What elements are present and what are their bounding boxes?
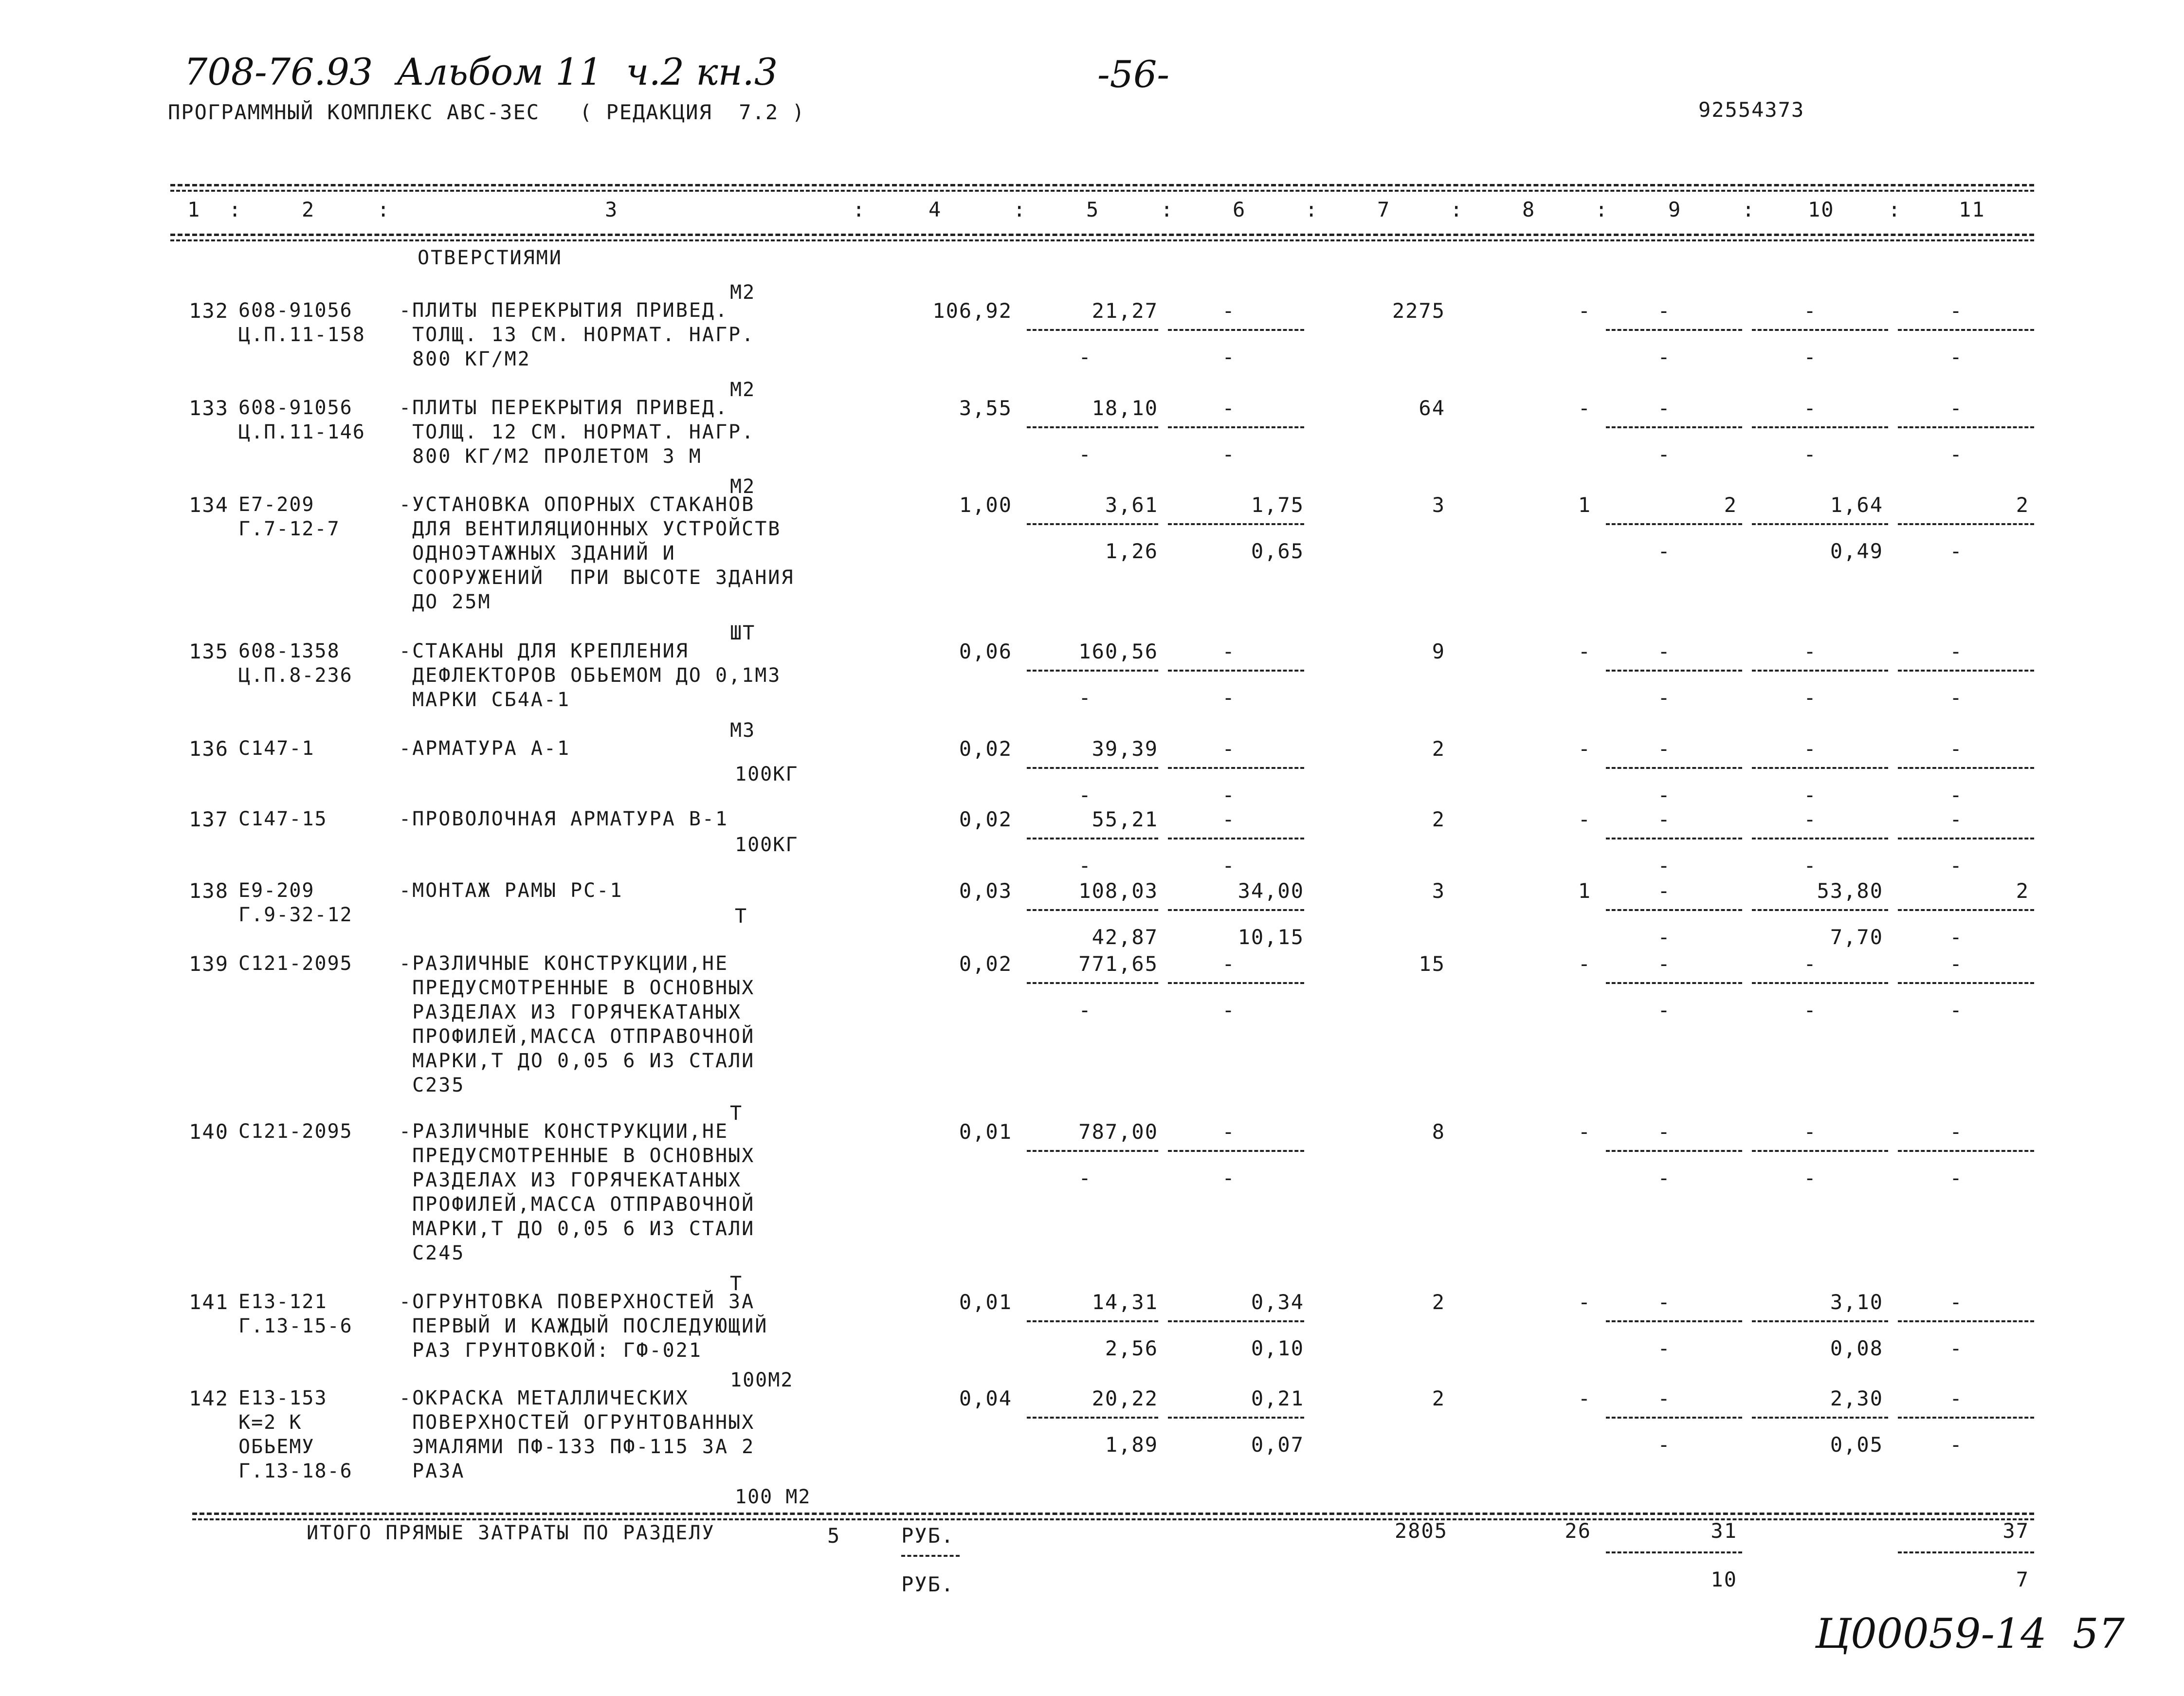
c6-value-top: - (1222, 299, 1236, 323)
c11-value-top: - (1949, 807, 1963, 831)
c6-split-rule (1168, 838, 1304, 839)
c11-value-bottom: - (1949, 854, 1963, 877)
c9-value-top: - (1657, 807, 1671, 831)
c6-split-rule (1168, 982, 1304, 984)
c10-split-rule (1752, 767, 1888, 769)
c11-value-bottom: - (1949, 925, 1963, 949)
totals-col9-top: 31 (1711, 1519, 1737, 1543)
c11-value-bottom: - (1949, 1336, 1963, 1360)
work-description: -СТАКАНЫ ДЛЯ КРЕПЛЕНИЯ ДЕФЛЕКТОРОВ ОБЬЕМОМ ДО 0,1М3 МАРКИ СБ4А-1 (399, 640, 782, 711)
col7-value: 2 (1432, 1386, 1445, 1410)
c5-value-top: 787,00 (1078, 1120, 1158, 1144)
c6-value-top: 34,00 (1238, 879, 1304, 903)
row-number: 132 (189, 299, 229, 323)
rate-code: Е13-153 К=2 К ОБЬЕМУ Г.13-18-6 (238, 1387, 353, 1482)
c11-split-rule (1898, 426, 2034, 428)
c10-value-bottom: - (1803, 686, 1817, 710)
work-description: -УСТАНОВКА ОПОРНЫХ СТАКАНОВ ДЛЯ ВЕНТИЛЯЦИОННЫХ УСТРОЙСТВ ОДНОЭТАЖНЫХ ЗДАНИЙ И СООРУЖЕНИЙ ПРИ ВЫСОТЕ ЗДАНИЯ ДО 25М (399, 493, 795, 613)
c9-value-top: - (1657, 396, 1671, 420)
row-number: 137 (189, 807, 229, 831)
carry-over-text: ОТВЕРСТИЯМИ (418, 247, 563, 269)
c5-split-rule (1027, 426, 1158, 428)
header-rule-bottom (170, 234, 2034, 236)
c6-value-top: 1,75 (1251, 493, 1304, 517)
work-description: -ОГРУНТОВКА ПОВЕРХНОСТЕЙ ЗА ПЕРВЫЙ И КАЖДЫЙ ПОСЛЕДУЮЩИЙ РАЗ ГРУНТОВКОЙ: ГФ-021 (399, 1291, 768, 1362)
c9-split-rule (1606, 329, 1742, 331)
c9-value-bottom: - (1657, 925, 1671, 949)
c6-value-bottom: 0,65 (1251, 539, 1304, 563)
c10-value-top: - (1803, 639, 1817, 663)
unit-of-measure-above: Т (730, 1102, 743, 1125)
c9-value-top: - (1657, 299, 1671, 323)
c6-split-rule (1168, 1320, 1304, 1322)
c10-value-top: - (1803, 952, 1817, 976)
row-number: 133 (189, 396, 229, 420)
work-description: -АРМАТУРА А-1 (399, 737, 571, 760)
c6-value-top: - (1222, 807, 1236, 831)
rate-code: Е9-209 Г.9-32-12 (238, 879, 353, 926)
c6-value-bottom: - (1222, 998, 1236, 1022)
work-description: -ПЛИТЫ ПЕРЕКРЫТИЯ ПРИВЕД. ТОЛЩ. 13 СМ. НОРМАТ. НАГР. 800 КГ/М2 (399, 299, 755, 370)
c10-split-rule (1752, 426, 1888, 428)
c5-split-rule (1027, 1150, 1158, 1152)
c11-value-bottom: - (1949, 1166, 1963, 1190)
row-number: 142 (189, 1386, 229, 1410)
c9-value-top: - (1657, 1120, 1671, 1144)
totals-unit-rub-1: РУБ. (901, 1524, 955, 1548)
work-description: -ПЛИТЫ ПЕРЕКРЫТИЯ ПРИВЕД. ТОЛЩ. 12 СМ. НОРМАТ. НАГР. 800 КГ/М2 ПРОЛЕТОМ 3 М (399, 397, 755, 468)
c11-value-top: - (1949, 639, 1963, 663)
totals-unit-rule (901, 1555, 960, 1557)
quantity-value: 0,04 (959, 1386, 1012, 1410)
unit-of-measure-above: М2 (730, 281, 756, 304)
c11-split-rule (1898, 1320, 2034, 1322)
col7-value: 2275 (1392, 299, 1445, 323)
c5-value-bottom: - (1078, 998, 1092, 1022)
c10-value-bottom: 0,08 (1830, 1336, 1883, 1360)
col8-value: - (1578, 807, 1591, 831)
c9-split-rule (1606, 838, 1742, 839)
totals-col11-rule (1898, 1551, 2034, 1553)
c6-value-bottom: 10,15 (1238, 925, 1304, 949)
rate-code: 608-1358 Ц.П.8-236 (238, 640, 353, 687)
work-description: -ПРОВОЛОЧНАЯ АРМАТУРА В-1 (399, 808, 729, 830)
c5-value-bottom: - (1078, 854, 1092, 877)
c11-value-bottom: - (1949, 783, 1963, 807)
c6-split-rule (1168, 670, 1304, 672)
c9-split-rule (1606, 523, 1742, 525)
handwritten-archive-stamp: Ц00059-14 57 (1815, 1610, 2125, 1658)
c5-value-top: 18,10 (1092, 396, 1158, 420)
c5-value-bottom: 42,87 (1092, 925, 1158, 949)
col7-value: 2 (1432, 807, 1445, 831)
col7-value: 2 (1432, 737, 1445, 761)
c10-value-bottom: - (1803, 345, 1817, 369)
unit-of-measure: 100 М2 (735, 1486, 811, 1508)
c10-split-rule (1752, 982, 1888, 984)
c10-value-bottom: 7,70 (1830, 925, 1883, 949)
col-sep: : (377, 198, 391, 221)
rate-code: С121-2095 (238, 1120, 353, 1143)
c9-value-bottom: - (1657, 442, 1671, 466)
c9-value-bottom: - (1657, 1166, 1671, 1190)
c6-split-rule (1168, 426, 1304, 428)
c6-value-top: - (1222, 737, 1236, 761)
c6-value-top: 0,21 (1251, 1386, 1304, 1410)
totals-col7: 2805 (1394, 1519, 1448, 1543)
c5-value-top: 3,61 (1105, 493, 1158, 517)
col-header-4: 4 (928, 198, 942, 221)
c11-value-top: - (1949, 299, 1963, 323)
c6-split-rule (1168, 767, 1304, 769)
unit-of-measure-above: ШТ (730, 622, 756, 644)
c5-value-top: 160,56 (1078, 639, 1158, 663)
c5-value-bottom: - (1078, 783, 1092, 807)
col-sep: : (1595, 198, 1609, 221)
quantity-value: 0,02 (959, 737, 1012, 761)
c11-value-top: - (1949, 737, 1963, 761)
c5-split-rule (1027, 909, 1158, 911)
rate-code: Е7-209 Г.7-12-7 (238, 493, 340, 540)
c5-value-top: 14,31 (1092, 1290, 1158, 1314)
totals-col8: 26 (1565, 1519, 1591, 1543)
c10-value-top: - (1803, 396, 1817, 420)
c10-value-top: 3,10 (1830, 1290, 1883, 1314)
c5-value-top: 771,65 (1078, 952, 1158, 976)
c5-split-rule (1027, 767, 1158, 769)
col7-value: 8 (1432, 1120, 1445, 1144)
rate-code: 608-91056 Ц.П.11-146 (238, 397, 365, 443)
handwritten-page-number: -56- (1097, 53, 1170, 96)
col-header-5: 5 (1086, 198, 1100, 221)
c6-value-top: - (1222, 952, 1236, 976)
c5-split-rule (1027, 523, 1158, 525)
c5-value-top: 39,39 (1092, 737, 1158, 761)
c10-split-rule (1752, 523, 1888, 525)
unit-of-measure: 100КГ (735, 834, 799, 856)
c11-value-top: - (1949, 1290, 1963, 1314)
header-rule-bottom-2 (170, 239, 2034, 241)
col8-value: - (1578, 299, 1591, 323)
c11-value-bottom: - (1949, 539, 1963, 563)
c11-split-rule (1898, 1417, 2034, 1419)
quantity-value: 0,01 (959, 1120, 1012, 1144)
c9-value-top: - (1657, 1290, 1671, 1314)
quantity-value: 106,92 (932, 299, 1012, 323)
c9-split-rule (1606, 1417, 1742, 1419)
col8-value: - (1578, 952, 1591, 976)
col8-value: - (1578, 639, 1591, 663)
c5-value-top: 55,21 (1092, 807, 1158, 831)
col-header-10: 10 (1808, 198, 1835, 221)
c11-split-rule (1898, 838, 2034, 839)
col7-value: 3 (1432, 493, 1445, 517)
col8-value: - (1578, 737, 1591, 761)
c10-split-rule (1752, 1150, 1888, 1152)
c6-value-top: - (1222, 639, 1236, 663)
c10-split-rule (1752, 329, 1888, 331)
row-number: 136 (189, 737, 229, 761)
col7-value: 9 (1432, 639, 1445, 663)
c10-split-rule (1752, 1417, 1888, 1419)
col7-value: 64 (1419, 396, 1445, 420)
c11-value-bottom: - (1949, 1433, 1963, 1457)
rate-code: С121-2095 (238, 952, 353, 975)
c10-value-bottom: - (1803, 854, 1817, 877)
c9-value-bottom: - (1657, 1433, 1671, 1457)
c10-value-bottom: - (1803, 442, 1817, 466)
rate-code: Е13-121 Г.13-15-6 (238, 1291, 353, 1337)
c10-value-top: - (1803, 737, 1817, 761)
c10-value-top: - (1803, 299, 1817, 323)
col8-value: 1 (1578, 493, 1591, 517)
c5-value-bottom: - (1078, 345, 1092, 369)
c11-split-rule (1898, 909, 2034, 911)
c6-split-rule (1168, 523, 1304, 525)
c5-value-top: 21,27 (1092, 299, 1158, 323)
c5-split-rule (1027, 838, 1158, 839)
c5-split-rule (1027, 329, 1158, 331)
c10-split-rule (1752, 909, 1888, 911)
col-header-2: 2 (302, 198, 315, 221)
col8-value: - (1578, 396, 1591, 420)
c9-value-bottom: - (1657, 1336, 1671, 1360)
c11-split-rule (1898, 1150, 2034, 1152)
c6-value-bottom: - (1222, 345, 1236, 369)
header-rule-top (170, 184, 2034, 186)
totals-rule-top-2 (192, 1518, 2034, 1520)
work-description: -РАЗЛИЧНЫЕ КОНСТРУКЦИИ,НЕ ПРЕДУСМОТРЕННЫЕ В ОСНОВНЫХ РАЗДЕЛАХ ИЗ ГОРЯЧЕКАТАНЫХ ПРОФИЛЕЙ,МАССА ОТПРАВОЧНОЙ МАРКИ,Т ДО 0,05 6 ИЗ СТАЛИ С245 (399, 1120, 755, 1264)
c6-split-rule (1168, 1150, 1304, 1152)
col-sep: : (1161, 198, 1174, 221)
totals-col9-bottom: 10 (1711, 1568, 1737, 1591)
col-header-3: 3 (605, 198, 619, 221)
unit-of-measure-above: М3 (730, 719, 756, 742)
work-description: -МОНТАЖ РАМЫ РС-1 (399, 879, 623, 902)
c11-split-rule (1898, 523, 2034, 525)
c6-value-top: 0,34 (1251, 1290, 1304, 1314)
c5-value-bottom: - (1078, 686, 1092, 710)
c11-split-rule (1898, 982, 2034, 984)
c10-split-rule (1752, 1320, 1888, 1322)
c5-value-top: 108,03 (1078, 879, 1158, 903)
c9-split-rule (1606, 670, 1742, 672)
c6-value-bottom: - (1222, 854, 1236, 877)
c9-value-top: - (1657, 879, 1671, 903)
unit-of-measure-above: 100М2 (730, 1369, 794, 1391)
unit-of-measure-above: М2 (730, 475, 756, 498)
work-description: -ОКРАСКА МЕТАЛЛИЧЕСКИХ ПОВЕРХНОСТЕЙ ОГРУНТОВАННЫХ ЭМАЛЯМИ ПФ-133 ПФ-115 ЗА 2 РАЗА (399, 1387, 755, 1482)
row-number: 140 (189, 1120, 229, 1144)
col-header-6: 6 (1233, 198, 1246, 221)
c10-value-bottom: 0,05 (1830, 1433, 1883, 1457)
c6-value-bottom: - (1222, 1166, 1236, 1190)
c10-value-bottom: - (1803, 783, 1817, 807)
c11-value-bottom: - (1949, 442, 1963, 466)
c6-value-top: - (1222, 396, 1236, 420)
c10-value-top: - (1803, 807, 1817, 831)
totals-label: ИТОГО ПРЯМЫЕ ЗАТРАТЫ ПО РАЗДЕЛУ (307, 1522, 715, 1544)
row-number: 134 (189, 493, 229, 517)
c5-value-bottom: 1,89 (1105, 1433, 1158, 1457)
c5-value-bottom: - (1078, 1166, 1092, 1190)
col-header-9: 9 (1668, 198, 1682, 221)
row-number: 139 (189, 952, 229, 976)
c5-value-bottom: 1,26 (1105, 539, 1158, 563)
c6-value-bottom: - (1222, 686, 1236, 710)
col-sep: : (1888, 198, 1902, 221)
c9-value-bottom: - (1657, 686, 1671, 710)
c5-value-bottom: - (1078, 442, 1092, 466)
unit-of-measure-above: М2 (730, 379, 756, 401)
c11-value-top: 2 (2016, 493, 2029, 517)
c9-split-rule (1606, 767, 1742, 769)
col-header-11: 11 (1959, 198, 1985, 221)
c11-split-rule (1898, 329, 2034, 331)
c9-split-rule (1606, 1150, 1742, 1152)
unit-of-measure-above: Т (730, 1273, 743, 1295)
c5-split-rule (1027, 1417, 1158, 1419)
c11-value-top: 2 (2016, 879, 2029, 903)
c5-split-rule (1027, 670, 1158, 672)
c11-split-rule (1898, 670, 2034, 672)
col-sep: : (229, 198, 242, 221)
c9-value-top: 2 (1724, 493, 1737, 517)
c5-value-top: 20,22 (1092, 1386, 1158, 1410)
quantity-value: 0,01 (959, 1290, 1012, 1314)
quantity-value: 1,00 (959, 493, 1012, 517)
c9-split-rule (1606, 982, 1742, 984)
c6-value-top: - (1222, 1120, 1236, 1144)
col7-value: 3 (1432, 879, 1445, 903)
col-header-8: 8 (1522, 198, 1536, 221)
c9-split-rule (1606, 1320, 1742, 1322)
c11-value-bottom: - (1949, 998, 1963, 1022)
col8-value: - (1578, 1120, 1591, 1144)
c9-value-bottom: - (1657, 539, 1671, 563)
col-sep: : (1305, 198, 1319, 221)
c9-split-rule (1606, 426, 1742, 428)
program-line: ПРОГРАММНЫЙ КОМПЛЕКС АВС-ЗЕС ( РЕДАКЦИЯ 7.2 ) (168, 100, 805, 124)
c6-value-bottom: - (1222, 783, 1236, 807)
c10-value-bottom: - (1803, 998, 1817, 1022)
c5-value-bottom: 2,56 (1105, 1336, 1158, 1360)
c5-split-rule (1027, 1320, 1158, 1322)
c10-value-top: 53,80 (1817, 879, 1883, 903)
totals-rule-top (192, 1513, 2034, 1515)
c9-value-top: - (1657, 952, 1671, 976)
totals-col11-top: 37 (2002, 1519, 2029, 1543)
c9-value-top: - (1657, 737, 1671, 761)
c11-value-top: - (1949, 396, 1963, 420)
col7-value: 2 (1432, 1290, 1445, 1314)
c11-value-top: - (1949, 952, 1963, 976)
c10-value-bottom: - (1803, 1166, 1817, 1190)
col8-value: - (1578, 1386, 1591, 1410)
col7-value: 15 (1419, 952, 1445, 976)
col8-value: 1 (1578, 879, 1591, 903)
quantity-value: 0,06 (959, 639, 1012, 663)
c11-value-top: - (1949, 1386, 1963, 1410)
rate-code: С147-1 (238, 737, 315, 760)
col-sep: : (1013, 198, 1027, 221)
work-description: -РАЗЛИЧНЫЕ КОНСТРУКЦИИ,НЕ ПРЕДУСМОТРЕННЫЕ В ОСНОВНЫХ РАЗДЕЛАХ ИЗ ГОРЯЧЕКАТАНЫХ ПРОФИЛЕЙ,МАССА ОТПРАВОЧНОЙ МАРКИ,Т ДО 0,05 6 ИЗ СТАЛИ С235 (399, 952, 755, 1096)
rate-code: С147-15 (238, 808, 328, 830)
c9-value-bottom: - (1657, 998, 1671, 1022)
unit-of-measure: Т (735, 905, 748, 928)
totals-col11-bottom: 7 (2016, 1568, 2029, 1591)
c11-value-bottom: - (1949, 345, 1963, 369)
c10-value-top: - (1803, 1120, 1817, 1144)
c11-value-top: - (1949, 1120, 1963, 1144)
quantity-value: 0,02 (959, 952, 1012, 976)
quantity-value: 0,03 (959, 879, 1012, 903)
totals-section: 5 (827, 1524, 841, 1548)
c6-split-rule (1168, 329, 1304, 331)
col-sep: : (1450, 198, 1464, 221)
rate-code: 608-91056 Ц.П.11-158 (238, 299, 365, 346)
header-rule-top-2 (170, 190, 2034, 192)
c6-value-bottom: 0,07 (1251, 1433, 1304, 1457)
col-header-1: 1 (187, 198, 201, 221)
c10-value-bottom: 0,49 (1830, 539, 1883, 563)
c9-value-top: - (1657, 639, 1671, 663)
c9-value-bottom: - (1657, 345, 1671, 369)
col-sep: : (853, 198, 866, 221)
c11-split-rule (1898, 767, 2034, 769)
c11-value-bottom: - (1949, 686, 1963, 710)
handwritten-title: 708-76.93 Альбом 11 ч.2 кн.3 (184, 50, 778, 93)
c10-split-rule (1752, 838, 1888, 839)
c6-split-rule (1168, 1417, 1304, 1419)
c10-value-top: 2,30 (1830, 1386, 1883, 1410)
c9-split-rule (1606, 909, 1742, 911)
c9-value-top: - (1657, 1386, 1671, 1410)
row-number: 138 (189, 879, 229, 903)
c9-value-bottom: - (1657, 783, 1671, 807)
col-sep: : (1742, 198, 1756, 221)
col8-value: - (1578, 1290, 1591, 1314)
quantity-value: 3,55 (959, 396, 1012, 420)
c5-split-rule (1027, 982, 1158, 984)
c6-value-bottom: 0,10 (1251, 1336, 1304, 1360)
c9-value-bottom: - (1657, 854, 1671, 877)
c6-split-rule (1168, 909, 1304, 911)
c10-split-rule (1752, 670, 1888, 672)
unit-of-measure: 100КГ (735, 763, 799, 785)
col-header-7: 7 (1377, 198, 1391, 221)
document-number: 92554373 (1698, 98, 1805, 122)
c6-value-bottom: - (1222, 442, 1236, 466)
totals-unit-rub-2: РУБ. (901, 1572, 955, 1596)
c10-value-top: 1,64 (1830, 493, 1883, 517)
row-number: 141 (189, 1290, 229, 1314)
totals-col9-rule (1606, 1551, 1742, 1553)
row-number: 135 (189, 639, 229, 663)
quantity-value: 0,02 (959, 807, 1012, 831)
